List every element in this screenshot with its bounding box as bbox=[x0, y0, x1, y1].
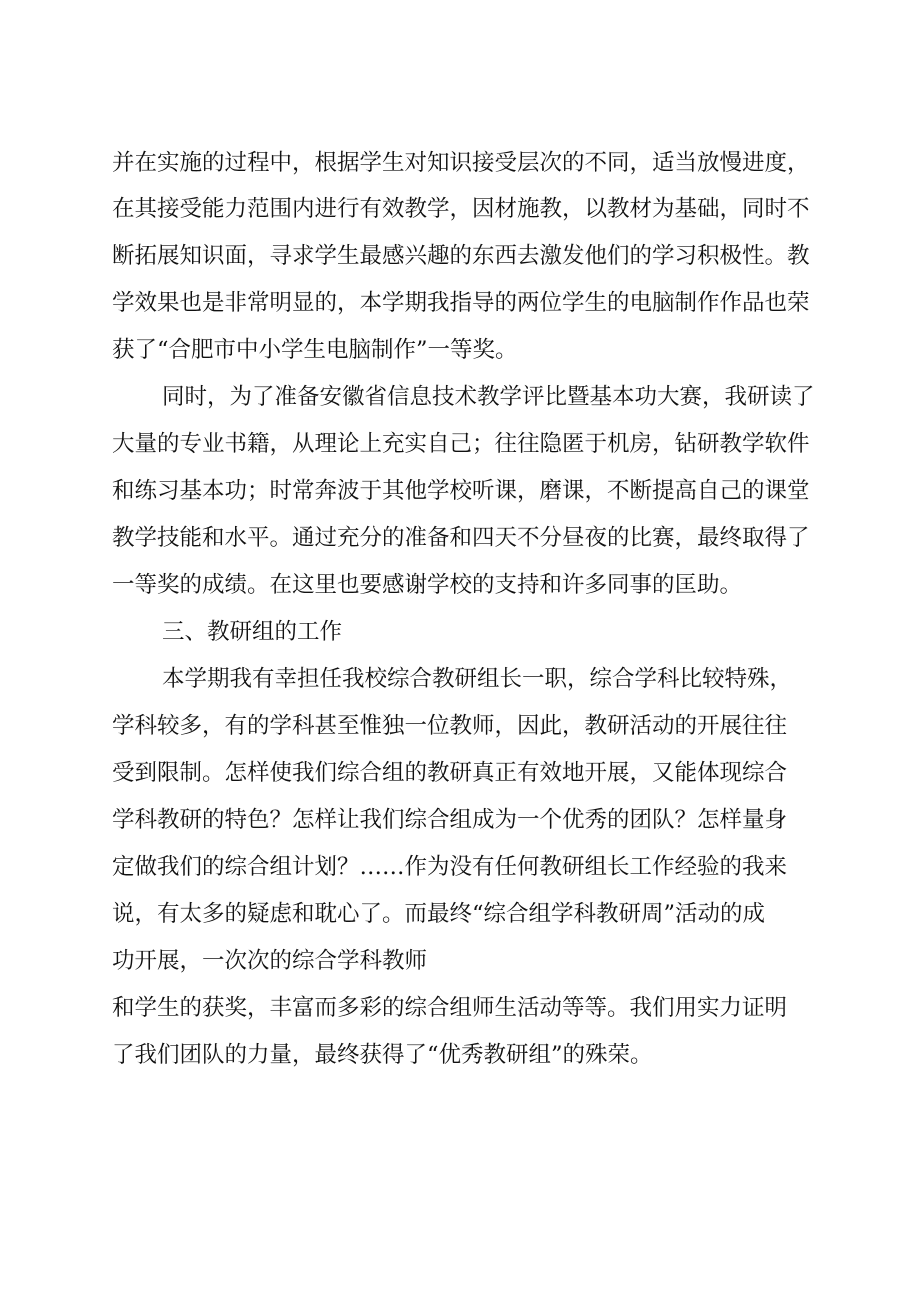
text-line-18: 功开展，一次次的综合学科教师 bbox=[112, 948, 428, 974]
text-line-3: 断拓展知识面，寻求学生最感兴趣的东西去激发他们的学习积极性。教 bbox=[112, 243, 810, 269]
text-line-6: 同时，为了准备安徽省信息技术教学评比暨基本功大赛，我研读了 bbox=[162, 384, 815, 410]
text-line-2: 在其接受能力范围内进行有效教学，因材施教，以教材为基础，同时不 bbox=[112, 196, 810, 222]
text-line-7: 大量的专业书籍，从理论上充实自己；往往隐匿于机房，钻研教学软件 bbox=[112, 431, 810, 457]
text-line-5: 获了“合肥市中小学生电脑制作”一等奖。 bbox=[112, 337, 518, 363]
text-line-12: 本学期我有幸担任我校综合教研组长一职，综合学科比较特殊， bbox=[162, 666, 793, 692]
text-line-14: 受到限制。怎样使我们综合组的教研真正有效地开展，又能体现综合 bbox=[112, 760, 788, 786]
text-line-20: 了我们团队的力量，最终获得了“优秀教研组”的殊荣。 bbox=[112, 1042, 653, 1068]
text-line-16: 定做我们的综合组计划？……作为没有任何教研组长工作经验的我来 bbox=[112, 854, 788, 880]
text-line-4: 学效果也是非常明显的，本学期我指导的两位学生的电脑制作作品也荣 bbox=[112, 290, 810, 316]
text-line-9: 教学技能和水平。通过充分的准备和四天不分昼夜的比赛，最终取得了 bbox=[112, 525, 810, 551]
section-heading: 三、教研组的工作 bbox=[162, 619, 343, 645]
text-line-1: 并在实施的过程中，根据学生对知识接受层次的不同，适当放慢进度， bbox=[112, 150, 810, 176]
text-line-8: 和练习基本功；时常奔波于其他学校听课，磨课，不断提高自己的课堂 bbox=[112, 478, 810, 504]
text-line-17: 说，有太多的疑虑和耽心了。而最终“综合组学科教研周”活动的成 bbox=[112, 901, 766, 927]
text-line-10: 一等奖的成绩。在这里也要感谢学校的支持和许多同事的匡助。 bbox=[112, 572, 743, 598]
text-line-15: 学科教研的特色？怎样让我们综合组成为一个优秀的团队？怎样量身 bbox=[112, 807, 788, 833]
text-line-19: 和学生的获奖，丰富而多彩的综合组师生活动等等。我们用实力证明 bbox=[112, 995, 788, 1021]
text-line-13: 学科较多，有的学科甚至惟独一位教师，因此，教研活动的开展往往 bbox=[112, 713, 788, 739]
